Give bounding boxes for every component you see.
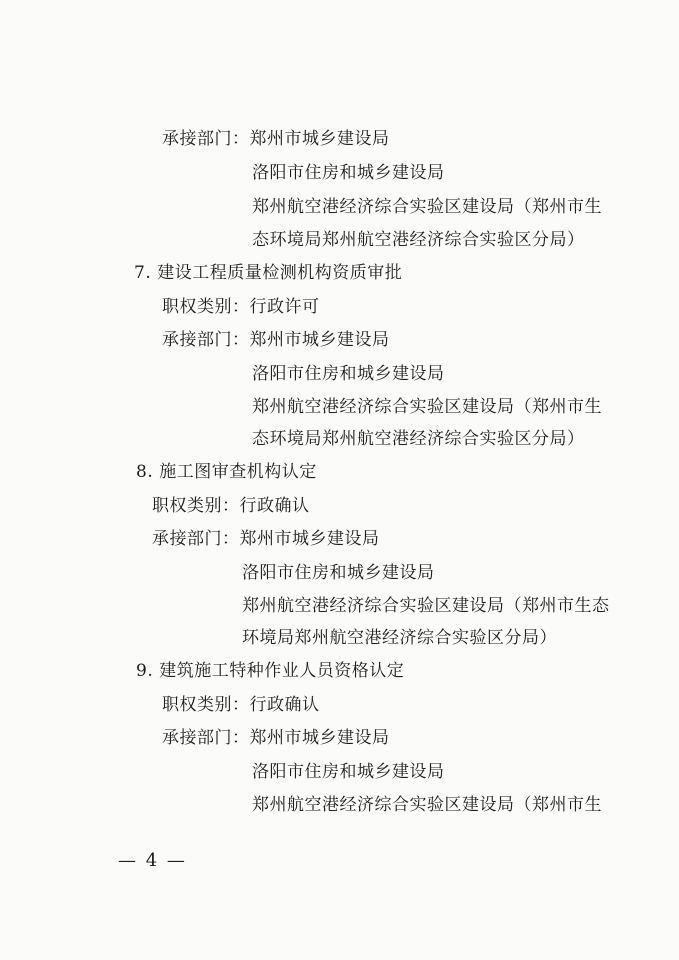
item-title: 建设工程质量检测机构资质审批 <box>157 263 403 283</box>
undertaking-dept-line: 承接部门：郑州市城乡建设局 <box>152 529 380 549</box>
dept-line: 洛阳市住房和城乡建设局 <box>252 364 445 384</box>
power-category-line: 职权类别：行政确认 <box>162 695 320 715</box>
item-number: 9. <box>136 661 154 681</box>
dept-line: 郑州航空港经济综合实验区建设局（郑州市生态 <box>242 596 610 616</box>
dept-line: 郑州航空港经济综合实验区建设局（郑州市生 <box>252 795 602 815</box>
dept-line: 环境局郑州航空港经济综合实验区分局） <box>242 628 557 648</box>
undertaking-dept-line: 承接部门：郑州市城乡建设局 <box>162 129 390 149</box>
dept-line: 郑州航空港经济综合实验区建设局（郑州市生 <box>252 197 602 217</box>
item-title: 施工图审查机构认定 <box>159 462 317 482</box>
item-7-heading <box>134 262 402 284</box>
undertaking-dept-line: 承接部门：郑州市城乡建设局 <box>162 330 390 350</box>
dept-line: 态环境局郑州航空港经济综合实验区分局） <box>252 429 585 449</box>
dept-line: 洛阳市住房和城乡建设局 <box>242 563 435 583</box>
power-category-line: 职权类别：行政确认 <box>152 496 310 516</box>
item-title: 建筑施工特种作业人员资格认定 <box>159 661 405 681</box>
item-number: 8. <box>136 462 154 482</box>
item-8-heading <box>136 461 317 483</box>
power-category-line: 职权类别：行政许可 <box>162 297 320 317</box>
dept-line: 洛阳市住房和城乡建设局 <box>252 762 445 782</box>
dept-line: 态环境局郑州航空港经济综合实验区分局） <box>252 230 585 250</box>
page-number: — 4 — <box>118 850 187 871</box>
undertaking-dept-line: 承接部门：郑州市城乡建设局 <box>162 728 390 748</box>
dept-line: 郑州航空港经济综合实验区建设局（郑州市生 <box>252 397 602 417</box>
item-number: 7. <box>134 263 152 283</box>
item-9-heading <box>136 660 404 682</box>
dept-line: 洛阳市住房和城乡建设局 <box>252 163 445 183</box>
